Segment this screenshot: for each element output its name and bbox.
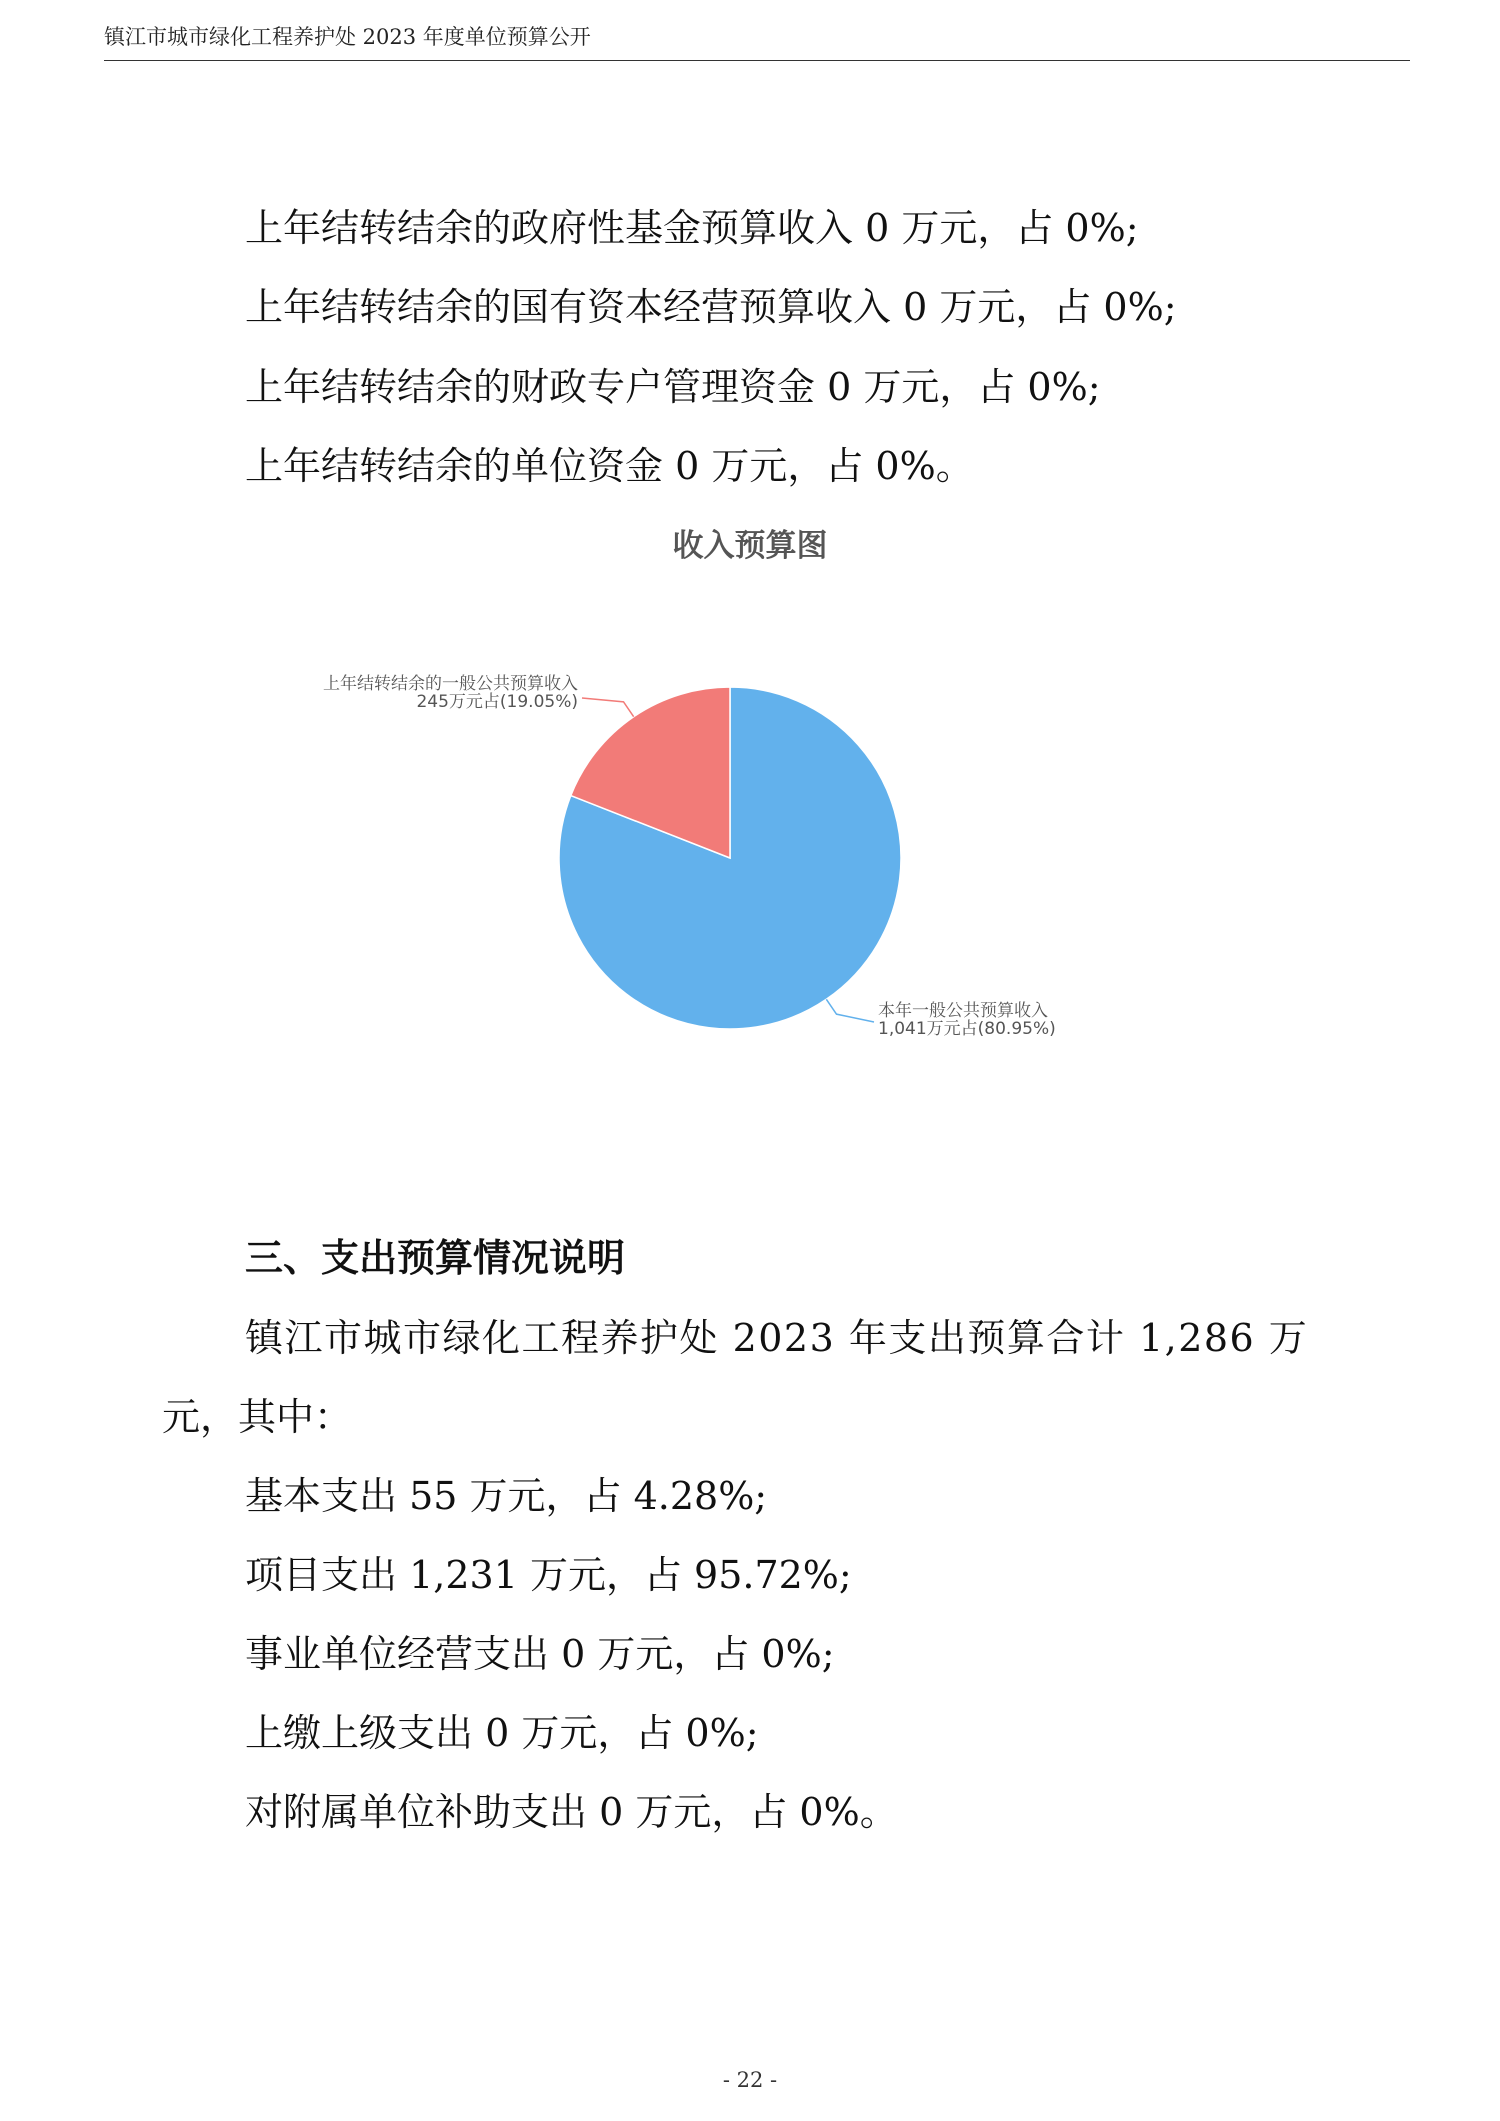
section-heading-expenditure: 三、支出预算情况说明 xyxy=(245,1235,626,1280)
pie-label-carryover-value: 245万元占(19.05%) xyxy=(416,692,578,712)
page-number: - 22 - xyxy=(722,2068,778,2092)
pie-label-carryover-name: 上年结转结余的一般公共预算收入 xyxy=(323,674,578,694)
expenditure-line-remit-superior: 上缴上级支出 0 万元，占 0%; xyxy=(245,1711,759,1755)
income-line-state-capital: 上年结转结余的国有资本经营预算收入 0 万元，占 0%; xyxy=(245,285,1177,329)
page-header: 镇江市城市绿化工程养护处 2023 年度单位预算公开 xyxy=(104,22,1410,61)
leader-line-current-year xyxy=(826,999,874,1022)
expenditure-line-basic: 基本支出 55 万元，占 4.28%; xyxy=(245,1474,768,1518)
expenditure-intro-line-2: 元，其中： xyxy=(162,1395,353,1439)
expenditure-line-business: 事业单位经营支出 0 万元，占 0%; xyxy=(245,1632,835,1676)
expenditure-intro-line-1: 镇江市城市绿化工程养护处 2023 年支出预算合计 1,286 万 xyxy=(245,1316,1309,1360)
income-budget-chart xyxy=(250,508,1250,1068)
income-line-government-fund: 上年结转结余的政府性基金预算收入 0 万元，占 0%; xyxy=(245,206,1139,250)
expenditure-line-project: 项目支出 1,231 万元，占 95.72%; xyxy=(245,1553,852,1597)
income-line-special-account: 上年结转结余的财政专户管理资金 0 万元，占 0%; xyxy=(245,365,1101,409)
leader-line-carryover xyxy=(582,698,634,717)
expenditure-line-subsidy: 对附属单位补助支出 0 万元，占 0%。 xyxy=(245,1790,898,1834)
pie-label-current-year-name: 本年一般公共预算收入 xyxy=(878,1001,1048,1021)
chart-title: 收入预算图 xyxy=(672,528,828,564)
pie-label-current-year-value: 1,041万元占(80.95%) xyxy=(878,1019,1056,1039)
pie-chart-svg xyxy=(250,508,1250,1068)
income-line-unit-funds: 上年结转结余的单位资金 0 万元，占 0%。 xyxy=(245,444,974,488)
